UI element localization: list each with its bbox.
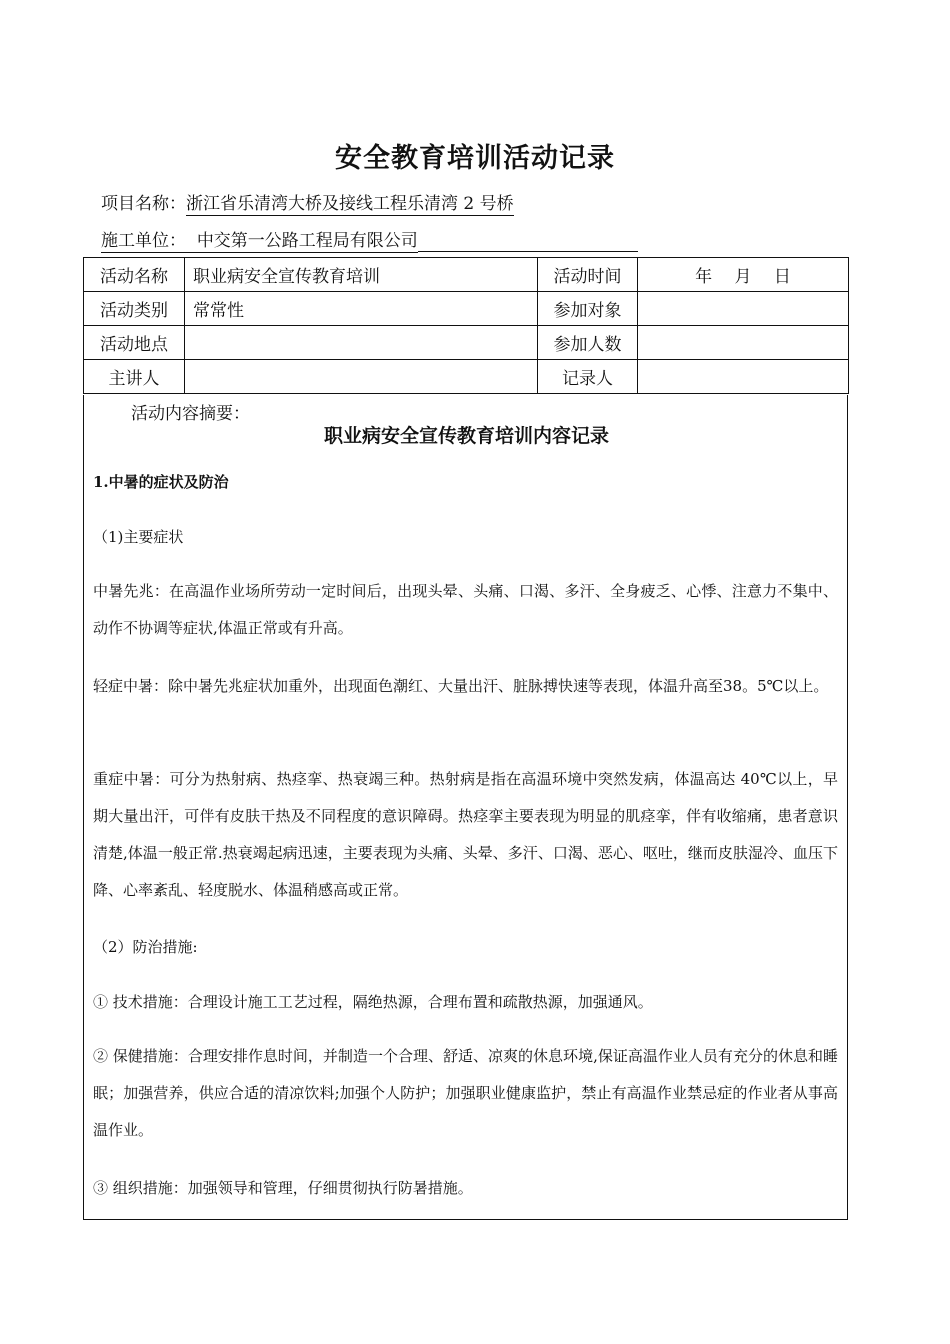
company-name-text: 中交第一公路工程局有限公司 xyxy=(196,231,418,251)
participants-value xyxy=(638,292,849,326)
company-line xyxy=(101,226,638,252)
project-name: 浙江省乐清湾大桥及接线工程乐清湾 2 号桥 xyxy=(186,194,514,214)
document-title: 安全教育培训活动记录 xyxy=(335,143,615,174)
summary-label: 活动内容摘要： xyxy=(131,404,250,424)
location-label: 活动地点 xyxy=(84,326,185,360)
speaker-value xyxy=(185,360,538,394)
activity-type-label: 活动类别 xyxy=(84,292,185,326)
paragraph-mild-heatstroke: 轻症中暑：除中暑先兆症状加重外，出现面色潮红、大量出汗、脏脉搏快速等表现，体温升高至38。5℃以上。 xyxy=(93,677,829,695)
speaker-label: 主讲人 xyxy=(84,360,185,394)
section-heading: 1.中暑的症状及防治 xyxy=(93,473,229,491)
content-title: 职业病安全宣传教育培训内容记录 xyxy=(323,425,609,447)
activity-type-value: 常常性 xyxy=(185,292,538,326)
table-row xyxy=(84,326,849,360)
activity-info-table xyxy=(83,257,849,394)
subheading-prevention: （2）防治措施: xyxy=(93,938,198,956)
measure-health: ② 保健措施：合理安排作息时间，并制造一个合理、舒适、凉爽的休息环境,保证高温作业人员有充分的休息和睡眠；加强营养，供应合适的清凉饮料;加强个人防护；加强职业健康监护，禁止有高温作业禁忌症的作业者从事高温作业。 xyxy=(93,1047,838,1139)
subheading-symptoms: （1)主要症状 xyxy=(93,528,184,546)
table-row xyxy=(84,292,849,326)
activity-name-value: 职业病安全宣传教育培训 xyxy=(185,258,538,292)
table-row xyxy=(84,360,849,394)
activity-name-label: 活动名称 xyxy=(84,258,185,292)
activity-time-value: 年 月 日 xyxy=(638,258,849,292)
company-name xyxy=(186,231,418,253)
participant-count-value xyxy=(638,326,849,360)
content-summary-box xyxy=(83,395,848,1220)
measure-technical: ① 技术措施：合理设计施工工艺过程，隔绝热源，合理布置和疏散热源，加强通风。 xyxy=(93,993,653,1011)
participants-label: 参加对象 xyxy=(538,292,638,326)
recorder-label: 记录人 xyxy=(538,360,638,394)
activity-time-label: 活动时间 xyxy=(538,258,638,292)
measure-organizational: ③ 组织措施：加强领导和管理，仔细贯彻执行防暑措施。 xyxy=(93,1179,473,1197)
location-value xyxy=(185,326,538,360)
paragraph-severe-heatstroke: 重症中暑：可分为热射病、热痉挛、热衰竭三种。热射病是指在高温环境中突然发病，体温高达 40℃以上，早期大量出汗，可伴有皮肤干热及不同程度的意识障碍。热痉挛主要表现为明显的肌痉挛，伴有收缩痛，患者意识清楚,体温一般正常.热衰竭起病迅速，主要表现为头痛、头晕、多汗、口渴、恶心、呕吐，继而皮肤湿冷、血压下降、心率紊乱、轻度脱水、体温稍感高或正常。 xyxy=(93,770,838,899)
table-row xyxy=(84,258,849,292)
project-line xyxy=(101,189,514,214)
project-label: 项目名称： xyxy=(101,194,186,214)
company-underline xyxy=(418,233,638,252)
participant-count-label: 参加人数 xyxy=(538,326,638,360)
recorder-value xyxy=(638,360,849,394)
paragraph-heat-precursor: 中暑先兆：在高温作业场所劳动一定时间后，出现头晕、头痛、口渴、多汗、全身疲乏、心悸、注意力不集中、动作不协调等症状,体温正常或有升高。 xyxy=(93,582,838,637)
company-label: 施工单位： xyxy=(101,231,186,251)
